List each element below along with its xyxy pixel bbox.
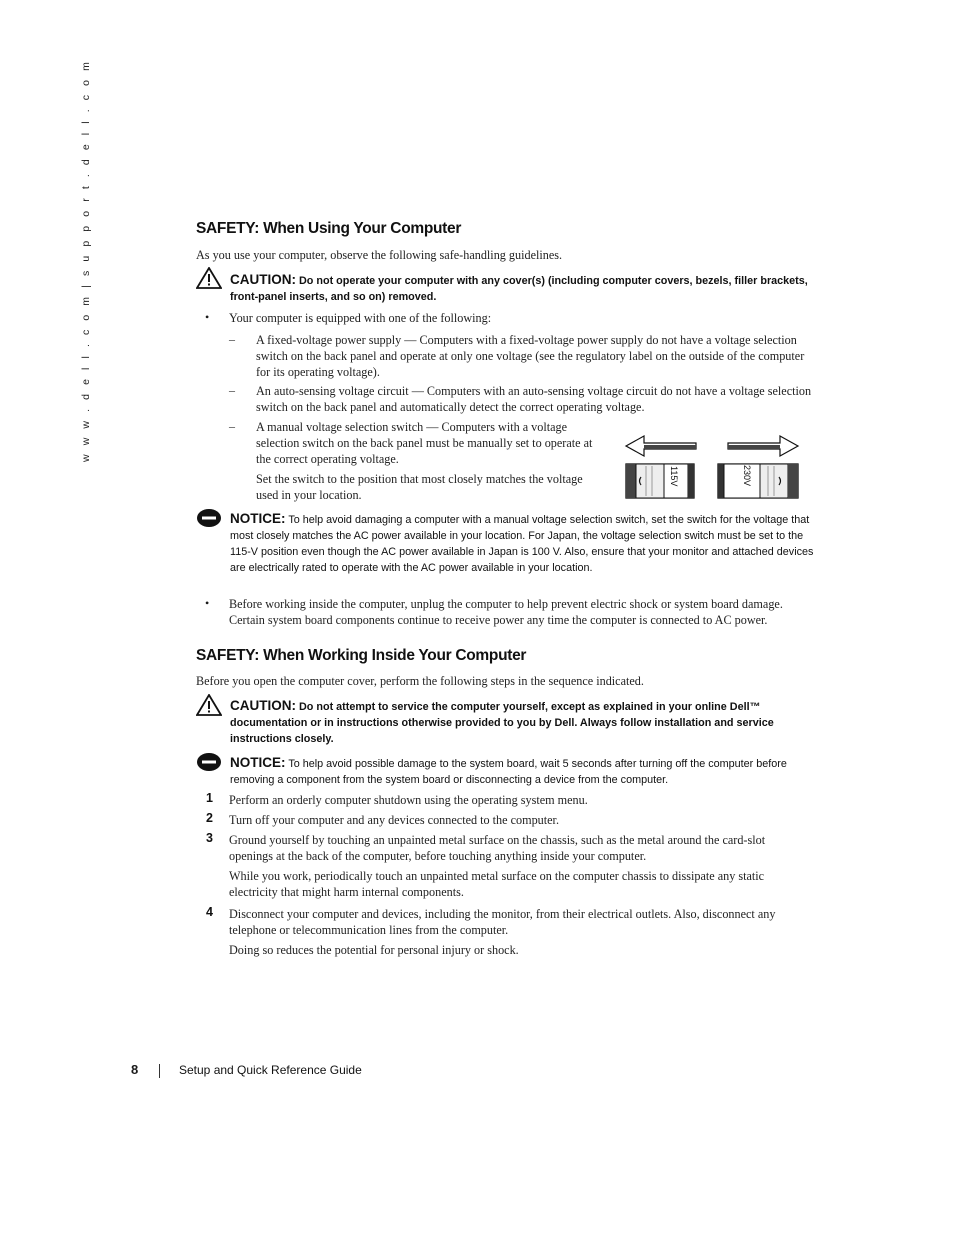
switch-label-115v: 115V	[669, 466, 679, 487]
notice-label: NOTICE:	[230, 511, 286, 526]
notice-icon	[196, 752, 222, 772]
step-number: 2	[206, 811, 213, 825]
step-number: 4	[206, 905, 213, 919]
bullet-item-1: Your computer is equipped with one of the following:	[229, 311, 492, 325]
dash-mark: –	[229, 419, 235, 433]
notice-block-1	[230, 511, 815, 576]
notice-icon	[196, 508, 222, 528]
dash-item-2: An auto-sensing voltage circuit — Computers with an auto-sensing voltage circuit do not have a voltage selection switch on the back panel and automatically detect the correct operating voltage.	[256, 384, 812, 414]
step-followup: Doing so reduces the potential for personal injury or shock.	[229, 943, 519, 957]
side-url: w w w . d e l l . c o m | s u p p o r t . d e l l . c o m	[80, 59, 92, 462]
arrow-left-icon	[626, 436, 696, 456]
voltage-switch-illustration	[622, 432, 804, 502]
step-number: 1	[206, 791, 213, 805]
page-number: 8	[131, 1062, 139, 1077]
switch-230v	[718, 464, 798, 498]
bullet-item-2: Before working inside the computer, unplug the computer to help prevent electric shock or system board damage. Certain system board components continue to receive power any time the computer is connected to AC power.	[229, 597, 783, 627]
arrow-right-icon	[728, 436, 798, 456]
notice-block-2	[230, 755, 815, 788]
step-text: Disconnect your computer and devices, including the monitor, from their electrical outlets. Also, disconnect any telephone or telecommunication lines from the computer.	[229, 907, 776, 937]
section1-intro: As you use your computer, observe the following safe-handling guidelines.	[196, 248, 563, 262]
switch-115v	[626, 464, 694, 498]
caution-icon	[196, 694, 222, 716]
notice-label: NOTICE:	[230, 755, 286, 770]
dash-item-3: A manual voltage selection switch — Computers with a voltage selection switch on the back panel must be manually set to operate at the correct operating voltage.	[256, 420, 593, 466]
step-text: Ground yourself by touching an unpainted metal surface on the chassis, such as the metal around the card-slot openings at the back of the computer, before touching anything inside your computer.	[229, 833, 766, 863]
section2-intro: Before you open the computer cover, perform the following steps in the sequence indicated.	[196, 674, 644, 688]
caution-text: Do not attempt to service the computer yourself, except as explained in your online Dell™ documentation or in instructions otherwise provided to you by Dell. Always follow installation and service instructions closely.	[230, 701, 774, 745]
section2-heading: SAFETY: When Working Inside Your Computer	[196, 647, 527, 664]
caution-block-2	[230, 698, 790, 747]
caution-block-1	[230, 272, 815, 305]
notice-text: To help avoid damaging a computer with a manual voltage selection switch, set the switch for the voltage that most closely matches the AC power available in your location. For Japan, the voltage selection switch must be set to the 115-V position even though the AC power available in Japan is 100 V. Also, ensure that your monitor and attached devices are electrically rated to operate with the AC power available in your location.	[230, 514, 814, 574]
caution-label: CAUTION:	[230, 272, 296, 287]
step-number: 3	[206, 831, 213, 845]
bullet-dot: •	[205, 596, 210, 610]
dash-item-1: A fixed-voltage power supply — Computers with a fixed-voltage power supply do not have a voltage selection switch on the back panel and operate at only one voltage (see the regulatory label on the outside of the computer for its operating voltage).	[256, 333, 805, 379]
dash-mark: –	[229, 332, 235, 346]
bullet-dot: •	[205, 310, 210, 324]
caution-label: CAUTION:	[230, 698, 296, 713]
section1-heading: SAFETY: When Using Your Computer	[196, 220, 462, 237]
caution-text: Do not operate your computer with any cover(s) (including computer covers, bezels, filler brackets, front-panel inserts, and so on) removed.	[230, 275, 808, 303]
footer-divider	[159, 1064, 160, 1078]
caution-icon	[196, 267, 222, 289]
dash-item-3-followup: Set the switch to the position that most closely matches the voltage used in your location.	[256, 472, 583, 502]
step-followup: While you work, periodically touch an unpainted metal surface on the computer chassis to dissipate any static electricity that might harm internal components.	[229, 869, 765, 899]
dash-mark: –	[229, 383, 235, 397]
step-text: Turn off your computer and any devices connected to the computer.	[229, 813, 559, 827]
switch-label-230v: 230V	[742, 465, 752, 487]
footer-title: Setup and Quick Reference Guide	[179, 1063, 362, 1077]
notice-text: To help avoid possible damage to the system board, wait 5 seconds after turning off the computer before removing a component from the system board or disconnecting a device from the computer.	[230, 758, 787, 786]
step-text: Perform an orderly computer shutdown using the operating system menu.	[229, 793, 588, 807]
